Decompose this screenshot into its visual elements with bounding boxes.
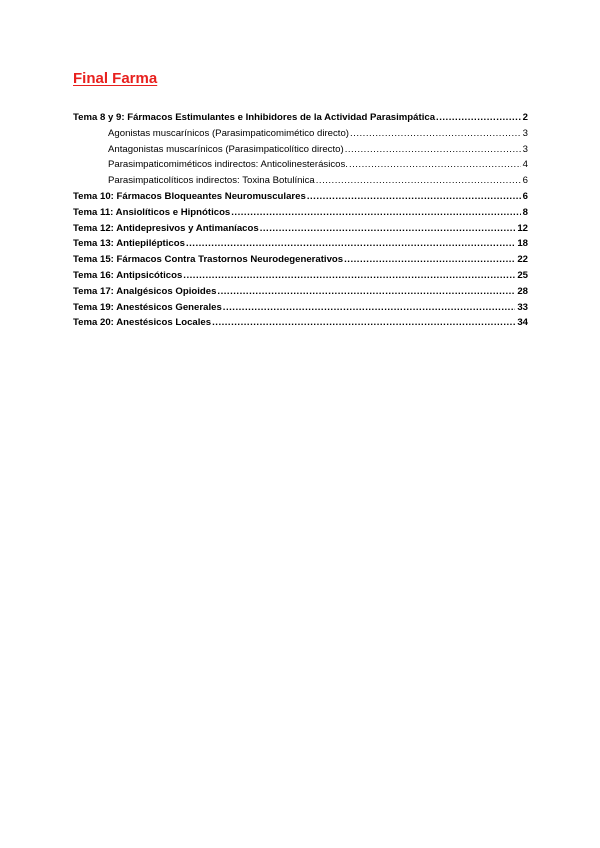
- toc-entry-page: 33: [517, 301, 528, 313]
- toc-dot-leader: [345, 142, 521, 158]
- document-title: Final Farma: [73, 70, 158, 87]
- toc-entry-label: Tema 8 y 9: Fármacos Estimulantes e Inhibidores de la Actividad Parasimpática: [73, 112, 436, 123]
- toc-dot-leader: [350, 126, 521, 142]
- toc-entry-label: Antagonistas muscarínicos (Parasimpaticolítico directo): [108, 143, 344, 155]
- toc-dot-leader: [316, 173, 521, 189]
- toc-entry-page: 25: [517, 269, 528, 281]
- toc-dot-leader: [223, 300, 516, 316]
- toc-entry-page: 3: [522, 127, 528, 139]
- toc-entry-page: 34: [517, 317, 528, 329]
- toc-entry-antagonistas-muscarinicos[interactable]: [73, 142, 528, 158]
- toc-entry-page: 22: [517, 254, 528, 266]
- toc-entry-label: Tema 16: Antipsicóticos: [73, 269, 183, 281]
- toc-entry-tema-11[interactable]: [73, 205, 528, 221]
- toc-entry-tema-15[interactable]: [73, 252, 528, 268]
- toc-entry-page: 8: [522, 206, 528, 218]
- toc-entry-label: Tema 12: Antidepresivos y Antimaníacos: [73, 222, 259, 234]
- toc-entry-label: Tema 17: Analgésicos Opioides: [73, 285, 217, 297]
- toc-entry-page: 12: [517, 222, 528, 234]
- toc-entry-agonistas-muscarinicos[interactable]: [73, 126, 528, 142]
- toc-entry-label: Parasimpaticolíticos indirectos: Toxina Botulínica: [108, 175, 315, 187]
- toc-dot-leader: [349, 157, 521, 173]
- toc-entry-page: 3: [522, 143, 528, 155]
- toc-entry-toxina-botulinica[interactable]: [73, 173, 528, 189]
- table-of-contents: [73, 110, 528, 331]
- toc-entry-page: 4: [522, 159, 528, 171]
- toc-entry-page: 28: [517, 285, 528, 297]
- toc-entry-page: 6: [522, 175, 528, 187]
- toc-dot-leader: [436, 110, 521, 126]
- toc-dot-leader: [307, 189, 521, 205]
- toc-entry-page: 2: [522, 112, 528, 123]
- toc-entry-label: Tema 20: Anestésicos Locales: [73, 317, 212, 329]
- toc-dot-leader: [344, 252, 515, 268]
- toc-dot-leader: [183, 268, 515, 284]
- toc-entry-tema-12[interactable]: [73, 221, 528, 237]
- toc-entry-tema-17[interactable]: [73, 284, 528, 300]
- toc-entry-label: Tema 19: Anestésicos Generales: [73, 301, 222, 313]
- toc-entry-tema-19[interactable]: [73, 300, 528, 316]
- toc-dot-leader: [231, 205, 520, 221]
- toc-entry-tema-13[interactable]: [73, 236, 528, 252]
- toc-entry-tema-10[interactable]: [73, 189, 528, 205]
- toc-dot-leader: [260, 221, 516, 237]
- toc-entry-label: Tema 13: Antiepilépticos: [73, 238, 185, 250]
- toc-entry-label: Parasimpaticomiméticos indirectos: Anticolinesterásicos.: [108, 159, 348, 171]
- toc-entry-label: Tema 15: Fármacos Contra Trastornos Neurodegenerativos: [73, 254, 344, 266]
- toc-entry-tema-8-9[interactable]: [73, 110, 528, 126]
- toc-entry-anticolinesterasicos[interactable]: [73, 157, 528, 173]
- toc-entry-page: 6: [522, 190, 528, 202]
- toc-dot-leader: [212, 315, 515, 331]
- toc-entry-label: Tema 10: Fármacos Bloqueantes Neuromusculares: [73, 190, 306, 202]
- toc-entry-tema-16[interactable]: [73, 268, 528, 284]
- toc-dot-leader: [186, 236, 515, 252]
- toc-entry-label: Tema 11: Ansiolíticos e Hipnóticos: [73, 206, 231, 218]
- toc-dot-leader: [217, 284, 515, 300]
- toc-entry-label: Agonistas muscarínicos (Parasimpaticomimético directo): [108, 127, 349, 139]
- toc-entry-page: 18: [517, 238, 528, 250]
- toc-entry-tema-20[interactable]: [73, 315, 528, 331]
